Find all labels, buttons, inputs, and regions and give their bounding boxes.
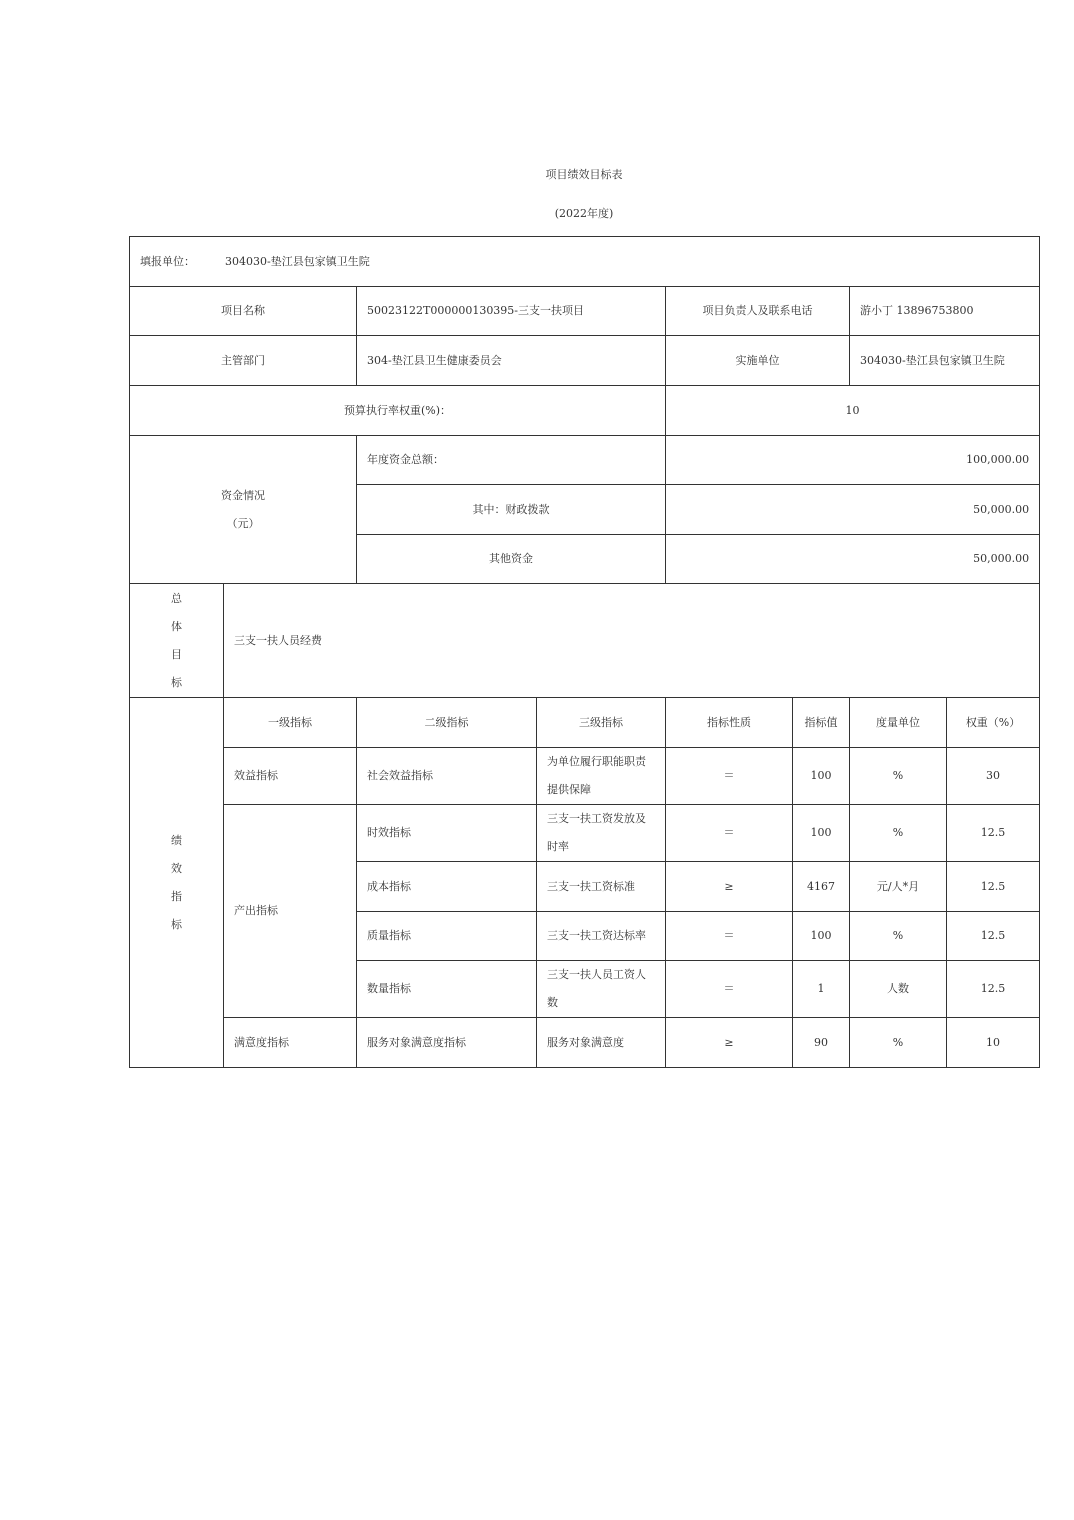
level2-cell: 成本指标 <box>357 862 537 912</box>
level2-cell: 社会效益指标 <box>357 748 537 805</box>
weight-cell: 12.5 <box>947 912 1040 961</box>
nature-cell: ≥ <box>666 1018 793 1068</box>
fill-unit-value: 304030-垫江县包家镇卫生院 <box>225 254 370 268</box>
nature-cell: ＝ <box>666 748 793 805</box>
budget-rate-label: 预算执行率权重(%)： <box>130 386 666 436</box>
goal-char: 体 <box>171 619 182 633</box>
dept-value: 304-垫江县卫生健康委员会 <box>357 336 666 386</box>
weight-cell: 12.5 <box>947 961 1040 1018</box>
funds-label-line1: 资金情况 <box>221 488 265 502</box>
budget-rate-row <box>130 386 1040 436</box>
indicators-char: 效 <box>171 861 182 875</box>
weight-cell: 12.5 <box>947 862 1040 912</box>
funds-other-label: 其他资金 <box>357 535 666 584</box>
nature-cell: ＝ <box>666 805 793 862</box>
dept-row <box>130 336 1040 386</box>
unit-cell: 人数 <box>850 961 947 1018</box>
funds-total-row <box>130 436 1040 485</box>
funds-total-value: 100,000.00 <box>666 436 1040 485</box>
level3-cell: 为单位履行职能职责提供保障 <box>537 748 666 805</box>
goal-char: 标 <box>171 675 182 689</box>
funds-label-line2: （元） <box>226 516 260 530</box>
budget-rate-value: 10 <box>666 386 1040 436</box>
level2-cell: 服务对象满意度指标 <box>357 1018 537 1068</box>
unit-cell: % <box>850 805 947 862</box>
indicator-header-row <box>130 698 1040 748</box>
level3-cell: 服务对象满意度 <box>537 1018 666 1068</box>
unit-cell: % <box>850 912 947 961</box>
nature-cell: ＝ <box>666 912 793 961</box>
nature-cell: ＝ <box>666 961 793 1018</box>
unit-cell: % <box>850 748 947 805</box>
goal-label <box>130 584 224 698</box>
table-row <box>130 748 1040 805</box>
level1-satisfaction: 满意度指标 <box>224 1018 357 1068</box>
project-name-value: 50023122T000000130395-三支一扶项目 <box>357 287 666 336</box>
level2-cell: 时效指标 <box>357 805 537 862</box>
project-contact-value: 游小丁 13896753800 <box>850 287 1040 336</box>
table-row <box>130 1018 1040 1068</box>
value-cell: 100 <box>793 805 850 862</box>
project-row <box>130 287 1040 336</box>
level2-cell: 数量指标 <box>357 961 537 1018</box>
indicators-char: 标 <box>171 917 182 931</box>
fill-unit-cell <box>130 237 1040 287</box>
level3-cell: 三支一扶工资标准 <box>537 862 666 912</box>
value-cell: 90 <box>793 1018 850 1068</box>
indicators-char: 指 <box>171 889 182 903</box>
goal-char: 总 <box>171 591 182 605</box>
header-unit: 度量单位 <box>850 698 947 748</box>
fill-unit-label: 填报单位： <box>140 254 195 268</box>
funds-label <box>130 436 357 584</box>
goal-value: 三支一扶人员经费 <box>224 584 1040 698</box>
indicators-char: 绩 <box>171 833 182 847</box>
goal-char: 目 <box>171 647 182 661</box>
level3-cell: 三支一扶工资达标率 <box>537 912 666 961</box>
funds-total-label: 年度资金总额： <box>357 436 666 485</box>
nature-cell: ≥ <box>666 862 793 912</box>
indicators-label <box>130 698 224 1068</box>
header-level1: 一级指标 <box>224 698 357 748</box>
weight-cell: 12.5 <box>947 805 1040 862</box>
header-level2: 二级指标 <box>357 698 537 748</box>
page-subtitle: (2022年度) <box>554 207 614 220</box>
funds-other-value: 50,000.00 <box>666 535 1040 584</box>
impl-unit-label: 实施单位 <box>666 336 850 386</box>
performance-table <box>129 236 1040 1068</box>
value-cell: 100 <box>793 748 850 805</box>
level3-cell: 三支一扶工资发放及时率 <box>537 805 666 862</box>
dept-label: 主管部门 <box>130 336 357 386</box>
weight-cell: 30 <box>947 748 1040 805</box>
level1-benefit: 效益指标 <box>224 748 357 805</box>
header-nature: 指标性质 <box>666 698 793 748</box>
header-level3: 三级指标 <box>537 698 666 748</box>
project-contact-label: 项目负责人及联系电话 <box>666 287 850 336</box>
funds-fiscal-label: 其中：财政拨款 <box>357 485 666 535</box>
weight-cell: 10 <box>947 1018 1040 1068</box>
level2-cell: 质量指标 <box>357 912 537 961</box>
page-title: 项目绩效目标表 <box>545 168 623 181</box>
impl-unit-value: 304030-垫江县包家镇卫生院 <box>850 336 1040 386</box>
level1-output: 产出指标 <box>224 805 357 1018</box>
funds-fiscal-value: 50,000.00 <box>666 485 1040 535</box>
header-weight: 权重（%） <box>947 698 1040 748</box>
value-cell: 1 <box>793 961 850 1018</box>
goal-row <box>130 584 1040 698</box>
fill-unit-row <box>130 237 1040 287</box>
project-name-label: 项目名称 <box>130 287 357 336</box>
unit-cell: % <box>850 1018 947 1068</box>
value-cell: 100 <box>793 912 850 961</box>
unit-cell: 元/人*月 <box>850 862 947 912</box>
table-row <box>130 805 1040 862</box>
value-cell: 4167 <box>793 862 850 912</box>
header-value: 指标值 <box>793 698 850 748</box>
level3-cell: 三支一扶人员工资人数 <box>537 961 666 1018</box>
